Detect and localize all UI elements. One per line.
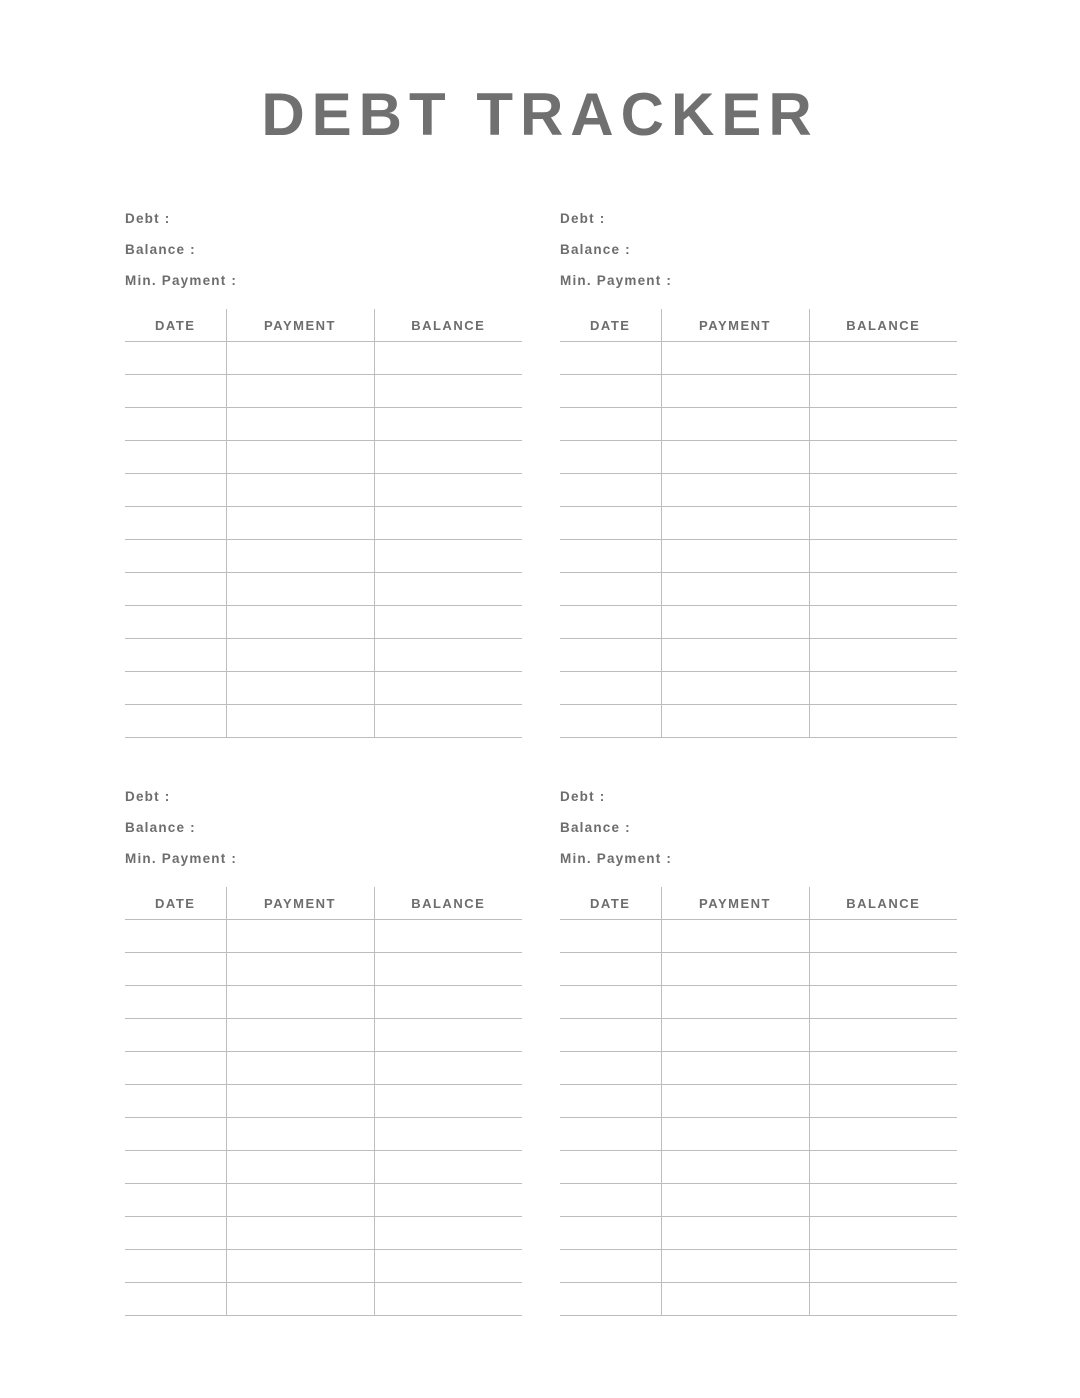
payment-cell[interactable]: [226, 507, 374, 540]
payment-cell[interactable]: [661, 408, 809, 441]
payment-cell[interactable]: [661, 639, 809, 672]
balance-label: Balance :: [125, 242, 196, 257]
balance-cell[interactable]: [374, 672, 522, 705]
balance-cell[interactable]: [374, 408, 522, 441]
balance-cell[interactable]: [809, 1184, 957, 1217]
date-cell[interactable]: [560, 1250, 661, 1283]
balance-cell[interactable]: [374, 1019, 522, 1052]
date-cell[interactable]: [560, 441, 661, 474]
table-row: [560, 1184, 957, 1217]
table-row: [125, 920, 522, 953]
payment-cell[interactable]: [226, 1052, 374, 1085]
payment-cell[interactable]: [661, 1250, 809, 1283]
debt-info: [125, 211, 522, 305]
balance-cell[interactable]: [809, 441, 957, 474]
table-row: [560, 1217, 957, 1250]
payment-cell[interactable]: [661, 441, 809, 474]
date-cell[interactable]: [125, 1085, 226, 1118]
balance-cell[interactable]: [374, 540, 522, 573]
payment-cell[interactable]: [661, 672, 809, 705]
table-row: [560, 507, 957, 540]
table-row: [125, 408, 522, 441]
date-cell[interactable]: [125, 573, 226, 606]
date-cell[interactable]: [560, 1019, 661, 1052]
payment-cell[interactable]: [661, 705, 809, 738]
date-cell[interactable]: [125, 375, 226, 408]
debt-tracker-4: [560, 789, 957, 911]
table-row: [560, 606, 957, 639]
payment-cell[interactable]: [226, 474, 374, 507]
date-cell[interactable]: [125, 606, 226, 639]
balance-cell[interactable]: [809, 1217, 957, 1250]
debt-tracker-1: [125, 211, 522, 333]
balance-cell[interactable]: [809, 1085, 957, 1118]
table-row: [560, 540, 957, 573]
payment-cell[interactable]: [661, 1184, 809, 1217]
payment-cell[interactable]: [226, 672, 374, 705]
table-row: [125, 474, 522, 507]
table-row: [125, 953, 522, 986]
date-cell[interactable]: [560, 986, 661, 1019]
debt-label: Debt :: [560, 789, 606, 804]
min-payment-label: Min. Payment :: [560, 851, 673, 866]
table-row: [560, 1019, 957, 1052]
balance-cell[interactable]: [809, 408, 957, 441]
payment-cell[interactable]: [226, 1019, 374, 1052]
balance-cell[interactable]: [809, 672, 957, 705]
payment-cell[interactable]: [661, 953, 809, 986]
min-payment-label: Min. Payment :: [125, 851, 238, 866]
balance-cell[interactable]: [809, 540, 957, 573]
debt-tracker-2: [560, 211, 957, 333]
payment-cell[interactable]: [226, 408, 374, 441]
balance-cell[interactable]: [374, 375, 522, 408]
date-cell[interactable]: [125, 1151, 226, 1184]
payment-cell[interactable]: [661, 1052, 809, 1085]
payment-cell[interactable]: [226, 986, 374, 1019]
balance-cell[interactable]: [374, 474, 522, 507]
date-cell[interactable]: [125, 1250, 226, 1283]
balance-label: Balance :: [125, 820, 196, 835]
payment-cell[interactable]: [226, 1217, 374, 1250]
table-header-row: [125, 887, 522, 920]
payment-cell[interactable]: [661, 1283, 809, 1316]
balance-cell[interactable]: [809, 639, 957, 672]
date-cell[interactable]: [125, 474, 226, 507]
date-column-header: DATE: [560, 309, 661, 342]
payment-cell[interactable]: [226, 573, 374, 606]
balance-cell[interactable]: [809, 920, 957, 953]
table-row: [560, 705, 957, 738]
date-cell[interactable]: [125, 1019, 226, 1052]
table-row: [560, 953, 957, 986]
table-row: [125, 375, 522, 408]
payment-cell[interactable]: [661, 375, 809, 408]
balance-cell[interactable]: [809, 507, 957, 540]
table-row: [560, 1118, 957, 1151]
balance-cell[interactable]: [809, 606, 957, 639]
date-cell[interactable]: [560, 639, 661, 672]
table-row: [125, 606, 522, 639]
payment-cell[interactable]: [226, 1283, 374, 1316]
balance-cell[interactable]: [374, 920, 522, 953]
date-cell[interactable]: [125, 1052, 226, 1085]
date-cell[interactable]: [560, 705, 661, 738]
table-header-row: [560, 309, 957, 342]
table-row: [125, 1151, 522, 1184]
payment-cell[interactable]: [661, 1151, 809, 1184]
date-cell[interactable]: [125, 705, 226, 738]
balance-column-header: BALANCE: [809, 887, 957, 920]
debt-label: Debt :: [125, 789, 171, 804]
balance-column-header: BALANCE: [809, 309, 957, 342]
table-row: [560, 639, 957, 672]
table-row: [560, 375, 957, 408]
date-cell[interactable]: [560, 1283, 661, 1316]
table-row: [125, 639, 522, 672]
balance-cell[interactable]: [809, 375, 957, 408]
date-cell[interactable]: [125, 986, 226, 1019]
balance-cell[interactable]: [374, 639, 522, 672]
table-row: [125, 986, 522, 1019]
balance-cell[interactable]: [809, 1250, 957, 1283]
page-title: DEBT TRACKER: [261, 81, 819, 148]
payment-table: [560, 887, 957, 1316]
date-cell[interactable]: [125, 639, 226, 672]
table-row: [125, 672, 522, 705]
date-cell[interactable]: [560, 573, 661, 606]
balance-cell[interactable]: [809, 1151, 957, 1184]
date-cell[interactable]: [560, 920, 661, 953]
payment-cell[interactable]: [226, 375, 374, 408]
table-row: [560, 342, 957, 375]
balance-cell[interactable]: [374, 441, 522, 474]
table-row: [125, 1184, 522, 1217]
table-row: [125, 1019, 522, 1052]
balance-cell[interactable]: [374, 1151, 522, 1184]
balance-column-header: BALANCE: [374, 309, 522, 342]
balance-cell[interactable]: [809, 342, 957, 375]
payment-cell[interactable]: [661, 606, 809, 639]
balance-cell[interactable]: [374, 606, 522, 639]
date-cell[interactable]: [125, 507, 226, 540]
balance-cell[interactable]: [374, 342, 522, 375]
payment-cell[interactable]: [226, 953, 374, 986]
table-row: [560, 920, 957, 953]
balance-column-header: BALANCE: [374, 887, 522, 920]
date-cell[interactable]: [560, 474, 661, 507]
table-row: [125, 1118, 522, 1151]
date-cell[interactable]: [125, 441, 226, 474]
table-row: [560, 1250, 957, 1283]
balance-cell[interactable]: [374, 1283, 522, 1316]
date-cell[interactable]: [560, 375, 661, 408]
balance-cell[interactable]: [374, 953, 522, 986]
date-column-header: DATE: [560, 887, 661, 920]
payment-cell[interactable]: [226, 639, 374, 672]
table-row: [560, 441, 957, 474]
debt-label: Debt :: [560, 211, 606, 226]
table-row: [125, 705, 522, 738]
date-cell[interactable]: [125, 1184, 226, 1217]
balance-cell[interactable]: [809, 1118, 957, 1151]
payment-cell[interactable]: [226, 1184, 374, 1217]
table-row: [560, 1151, 957, 1184]
date-cell[interactable]: [560, 606, 661, 639]
payment-cell[interactable]: [661, 474, 809, 507]
balance-cell[interactable]: [809, 1019, 957, 1052]
payment-cell[interactable]: [661, 1019, 809, 1052]
table-row: [125, 441, 522, 474]
payment-cell[interactable]: [661, 507, 809, 540]
date-cell[interactable]: [560, 1052, 661, 1085]
payment-cell[interactable]: [661, 573, 809, 606]
payment-cell[interactable]: [661, 342, 809, 375]
date-cell[interactable]: [560, 1085, 661, 1118]
date-cell[interactable]: [560, 953, 661, 986]
date-cell[interactable]: [125, 1118, 226, 1151]
balance-cell[interactable]: [374, 1250, 522, 1283]
payment-column-header: PAYMENT: [661, 309, 809, 342]
balance-cell[interactable]: [374, 1118, 522, 1151]
date-cell[interactable]: [125, 1217, 226, 1250]
balance-cell[interactable]: [809, 705, 957, 738]
table-row: [560, 1085, 957, 1118]
payment-cell[interactable]: [661, 986, 809, 1019]
balance-cell[interactable]: [374, 1085, 522, 1118]
date-column-header: DATE: [125, 309, 226, 342]
balance-cell[interactable]: [374, 507, 522, 540]
table-row: [560, 1052, 957, 1085]
table-row: [560, 672, 957, 705]
balance-cell[interactable]: [374, 1052, 522, 1085]
table-header-row: [560, 887, 957, 920]
table-row: [560, 573, 957, 606]
date-cell[interactable]: [125, 672, 226, 705]
payment-column-header: PAYMENT: [226, 309, 374, 342]
balance-cell[interactable]: [809, 474, 957, 507]
table-row: [125, 1052, 522, 1085]
balance-cell[interactable]: [809, 953, 957, 986]
debt-info: [125, 789, 522, 883]
date-cell[interactable]: [125, 1283, 226, 1316]
date-cell[interactable]: [560, 1118, 661, 1151]
payment-table: [125, 887, 522, 1316]
table-header-row: [125, 309, 522, 342]
payment-cell[interactable]: [226, 606, 374, 639]
balance-label: Balance :: [560, 242, 631, 257]
payment-cell[interactable]: [661, 1118, 809, 1151]
date-cell[interactable]: [125, 953, 226, 986]
date-cell[interactable]: [125, 342, 226, 375]
date-cell[interactable]: [560, 342, 661, 375]
balance-cell[interactable]: [809, 1052, 957, 1085]
debt-info: [560, 211, 957, 305]
table-row: [560, 986, 957, 1019]
payment-cell[interactable]: [226, 342, 374, 375]
payment-cell[interactable]: [226, 441, 374, 474]
payment-column-header: PAYMENT: [226, 887, 374, 920]
debt-tracker-3: [125, 789, 522, 911]
debt-info: [560, 789, 957, 883]
balance-cell[interactable]: [374, 705, 522, 738]
payment-cell[interactable]: [226, 1151, 374, 1184]
date-cell[interactable]: [560, 1184, 661, 1217]
balance-cell[interactable]: [809, 1283, 957, 1316]
payment-cell[interactable]: [226, 920, 374, 953]
table-row: [560, 1283, 957, 1316]
date-cell[interactable]: [125, 540, 226, 573]
table-row: [125, 507, 522, 540]
payment-cell[interactable]: [661, 1217, 809, 1250]
date-cell[interactable]: [125, 408, 226, 441]
payment-table: [125, 309, 522, 738]
payment-column-header: PAYMENT: [661, 887, 809, 920]
payment-cell[interactable]: [661, 540, 809, 573]
payment-cell[interactable]: [661, 920, 809, 953]
date-cell[interactable]: [560, 408, 661, 441]
table-row: [125, 1085, 522, 1118]
table-row: [125, 342, 522, 375]
payment-cell[interactable]: [661, 1085, 809, 1118]
balance-cell[interactable]: [374, 573, 522, 606]
payment-cell[interactable]: [226, 1118, 374, 1151]
table-row: [125, 1217, 522, 1250]
table-row: [125, 540, 522, 573]
table-row: [560, 408, 957, 441]
balance-label: Balance :: [560, 820, 631, 835]
date-column-header: DATE: [125, 887, 226, 920]
payment-cell[interactable]: [226, 540, 374, 573]
balance-cell[interactable]: [809, 986, 957, 1019]
date-cell[interactable]: [560, 1151, 661, 1184]
payment-cell[interactable]: [226, 1250, 374, 1283]
payment-table: [560, 309, 957, 738]
min-payment-label: Min. Payment :: [560, 273, 673, 288]
min-payment-label: Min. Payment :: [125, 273, 238, 288]
balance-cell[interactable]: [374, 1184, 522, 1217]
table-row: [560, 474, 957, 507]
balance-cell[interactable]: [374, 986, 522, 1019]
table-row: [125, 573, 522, 606]
payment-cell[interactable]: [226, 705, 374, 738]
date-cell[interactable]: [560, 672, 661, 705]
date-cell[interactable]: [560, 507, 661, 540]
date-cell[interactable]: [125, 920, 226, 953]
debt-label: Debt :: [125, 211, 171, 226]
table-row: [125, 1250, 522, 1283]
payment-cell[interactable]: [226, 1085, 374, 1118]
table-row: [125, 1283, 522, 1316]
date-cell[interactable]: [560, 540, 661, 573]
date-cell[interactable]: [560, 1217, 661, 1250]
balance-cell[interactable]: [374, 1217, 522, 1250]
balance-cell[interactable]: [809, 573, 957, 606]
